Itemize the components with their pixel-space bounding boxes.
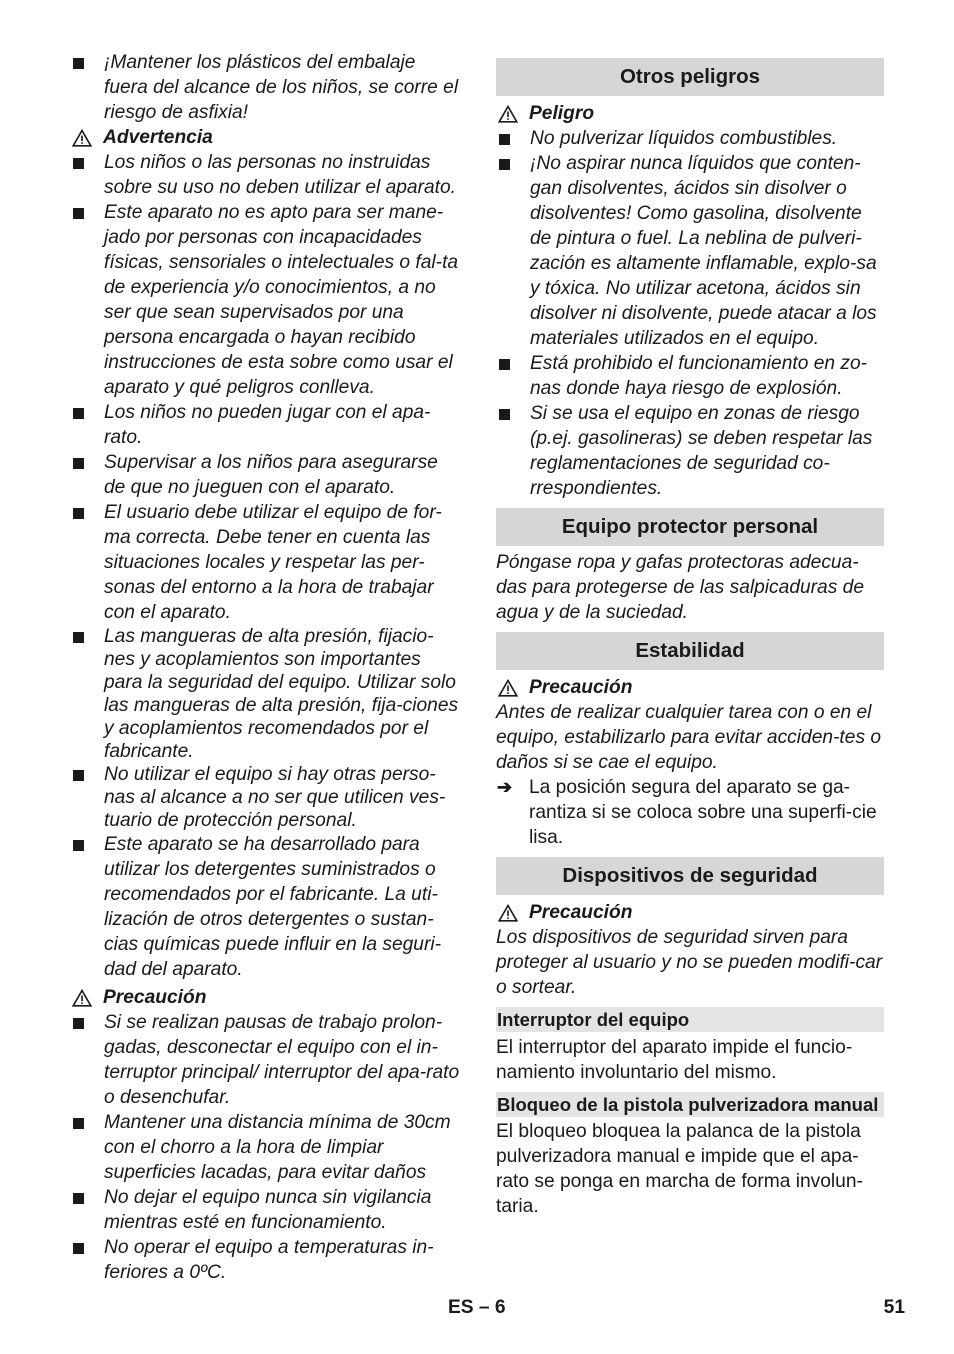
bullet-icon <box>73 508 84 519</box>
arrow-item: ➔ La posición segura del aparato se ga-rantiza si se coloca sobre una superfi-cie lisa. <box>497 777 877 848</box>
bullet-icon <box>73 408 84 419</box>
bullet-icon <box>73 770 84 781</box>
bullet-icon <box>73 632 84 643</box>
list-item: Mantener una distancia mínima de 30cm con el chorro a la hora de limpiar superficies lacadas, para evitar daños <box>70 1110 462 1185</box>
list-item: No dejar el equipo nunca sin vigilancia mientras esté en funcionamiento. <box>70 1185 462 1235</box>
caution-heading: Precaución <box>70 985 462 1010</box>
warning-heading: Advertencia <box>70 125 462 150</box>
paragraph: El interruptor del aparato impide el funcio-namiento involuntario del mismo. <box>496 1037 853 1083</box>
subsection-heading-bloqueo: Bloqueo de la pistola pulverizadora manual <box>496 1092 884 1117</box>
caution-heading: Precaución <box>496 675 884 700</box>
section-heading-equipo-protector: Equipo protector personal <box>496 508 884 546</box>
list-item: Los niños o las personas no instruidas sobre su uso no deben utilizar el aparato. <box>70 150 462 200</box>
bullet-icon <box>499 134 510 145</box>
list-item: ¡Mantener los plásticos del embalaje fuera del alcance de los niños, se corre el riesgo de asfixia! <box>70 50 462 125</box>
paragraph: Los dispositivos de seguridad sirven para proteger al usuario y no se pueden modifi-car o sortear. <box>496 927 883 998</box>
list-item: Los niños no pueden jugar con el apa-rato. <box>70 400 462 450</box>
caution-heading: Precaución <box>496 900 884 925</box>
warning-triangle-icon <box>498 105 518 123</box>
list-item: El usuario debe utilizar el equipo de for-ma correcta. Debe tener en cuenta las situaciones locales y respetar las per-sonas del entorno a la hora de trabajar con el aparato. <box>70 500 462 625</box>
list-item: Supervisar a los niños para asegurarse de que no jueguen con el aparato. <box>70 450 462 500</box>
section-page-label: ES – 6 <box>448 1297 506 1318</box>
bullet-icon <box>73 58 84 69</box>
list-item: Si se realizan pausas de trabajo prolon-gadas, desconectar el equipo con el in-terruptor principal/ interruptor del apa-rato o desenchufar. <box>70 1010 462 1110</box>
section-heading-dispositivos: Dispositivos de seguridad <box>496 857 884 895</box>
section-heading-estabilidad: Estabilidad <box>496 632 884 670</box>
danger-heading: Peligro <box>496 101 884 126</box>
list-item: Está prohibido el funcionamiento en zo-nas donde haya riesgo de explosión. <box>496 351 884 401</box>
paragraph: Antes de realizar cualquier tarea con o en el equipo, estabilizarlo para evitar acciden-tes o daños si se cae el equipo. <box>496 702 882 773</box>
bullet-icon <box>499 359 510 370</box>
bullet-icon <box>73 1118 84 1129</box>
right-column <box>496 58 884 1219</box>
list-item: No pulverizar líquidos combustibles. <box>496 126 884 151</box>
bullet-icon <box>73 1243 84 1254</box>
bullet-icon <box>73 158 84 169</box>
left-column <box>70 50 462 1285</box>
list-item: Si se usa el equipo en zonas de riesgo (p.ej. gasolineras) se deben respetar las reglamentaciones de seguridad co-rrespondientes. <box>496 401 884 501</box>
bullet-icon <box>73 840 84 851</box>
bullet-icon <box>73 1018 84 1029</box>
bullet-icon <box>499 159 510 170</box>
warning-triangle-icon <box>498 679 518 697</box>
list-item: Este aparato no es apto para ser mane-jado por personas con incapacidades físicas, sensoriales o intelectuales o fal-ta de experiencia y/o conocimientos, a no ser que sean supervisados por una persona encargada o hayan recibido instrucciones de esta sobre como usar el aparato y qué peligros conlleva. <box>70 200 462 400</box>
bullet-icon <box>73 458 84 469</box>
bullet-icon <box>499 409 510 420</box>
list-item: No operar el equipo a temperaturas in-feriores a 0ºC. <box>70 1235 462 1285</box>
warning-triangle-icon <box>72 129 92 147</box>
warning-triangle-icon <box>498 904 518 922</box>
section-heading-otros-peligros: Otros peligros <box>496 58 884 96</box>
bullet-icon <box>73 208 84 219</box>
paragraph: El bloqueo bloquea la palanca de la pistola pulverizadora manual e impide que el apa-rato se ponga en marcha de forma involun-taria. <box>496 1121 863 1217</box>
warning-triangle-icon <box>72 989 92 1007</box>
list-item: Las mangueras de alta presión, fijacio-nes y acoplamientos son importantes para la seguridad del equipo. Utilizar solo las mangueras de alta presión, fija-ciones y acoplamientos recomendados por el fabricante. <box>70 625 462 763</box>
arrow-right-icon: ➔ <box>497 777 513 797</box>
subsection-heading-interruptor: Interruptor del equipo <box>496 1007 884 1032</box>
list-item: ¡No aspirar nunca líquidos que conten-gan disolventes, ácidos sin disolver o disolventes! Como gasolina, disolvente de pintura o fuel. La neblina de pulveri-zación es altamente inflamable, explo-sa y tóxica. No utilizar acetona, ácidos sin disolver ni disolvente, puede atacar a los materiales utilizados en el equipo. <box>496 151 884 351</box>
paragraph: Póngase ropa y gafas protectoras adecua-das para protegerse de las salpicaduras de agua y de la suciedad. <box>496 552 864 623</box>
list-item: Este aparato se ha desarrollado para utilizar los detergentes suministrados o recomendados por el fabricante. La uti-lización de otros detergentes o sustan-cias químicas puede influir en la seguri-dad del aparato. <box>70 832 462 982</box>
bullet-icon <box>73 1193 84 1204</box>
list-item: No utilizar el equipo si hay otras perso-nas al alcance a no ser que utilicen ves-tuario de protección personal. <box>70 763 462 832</box>
page-number: 51 <box>883 1297 905 1318</box>
